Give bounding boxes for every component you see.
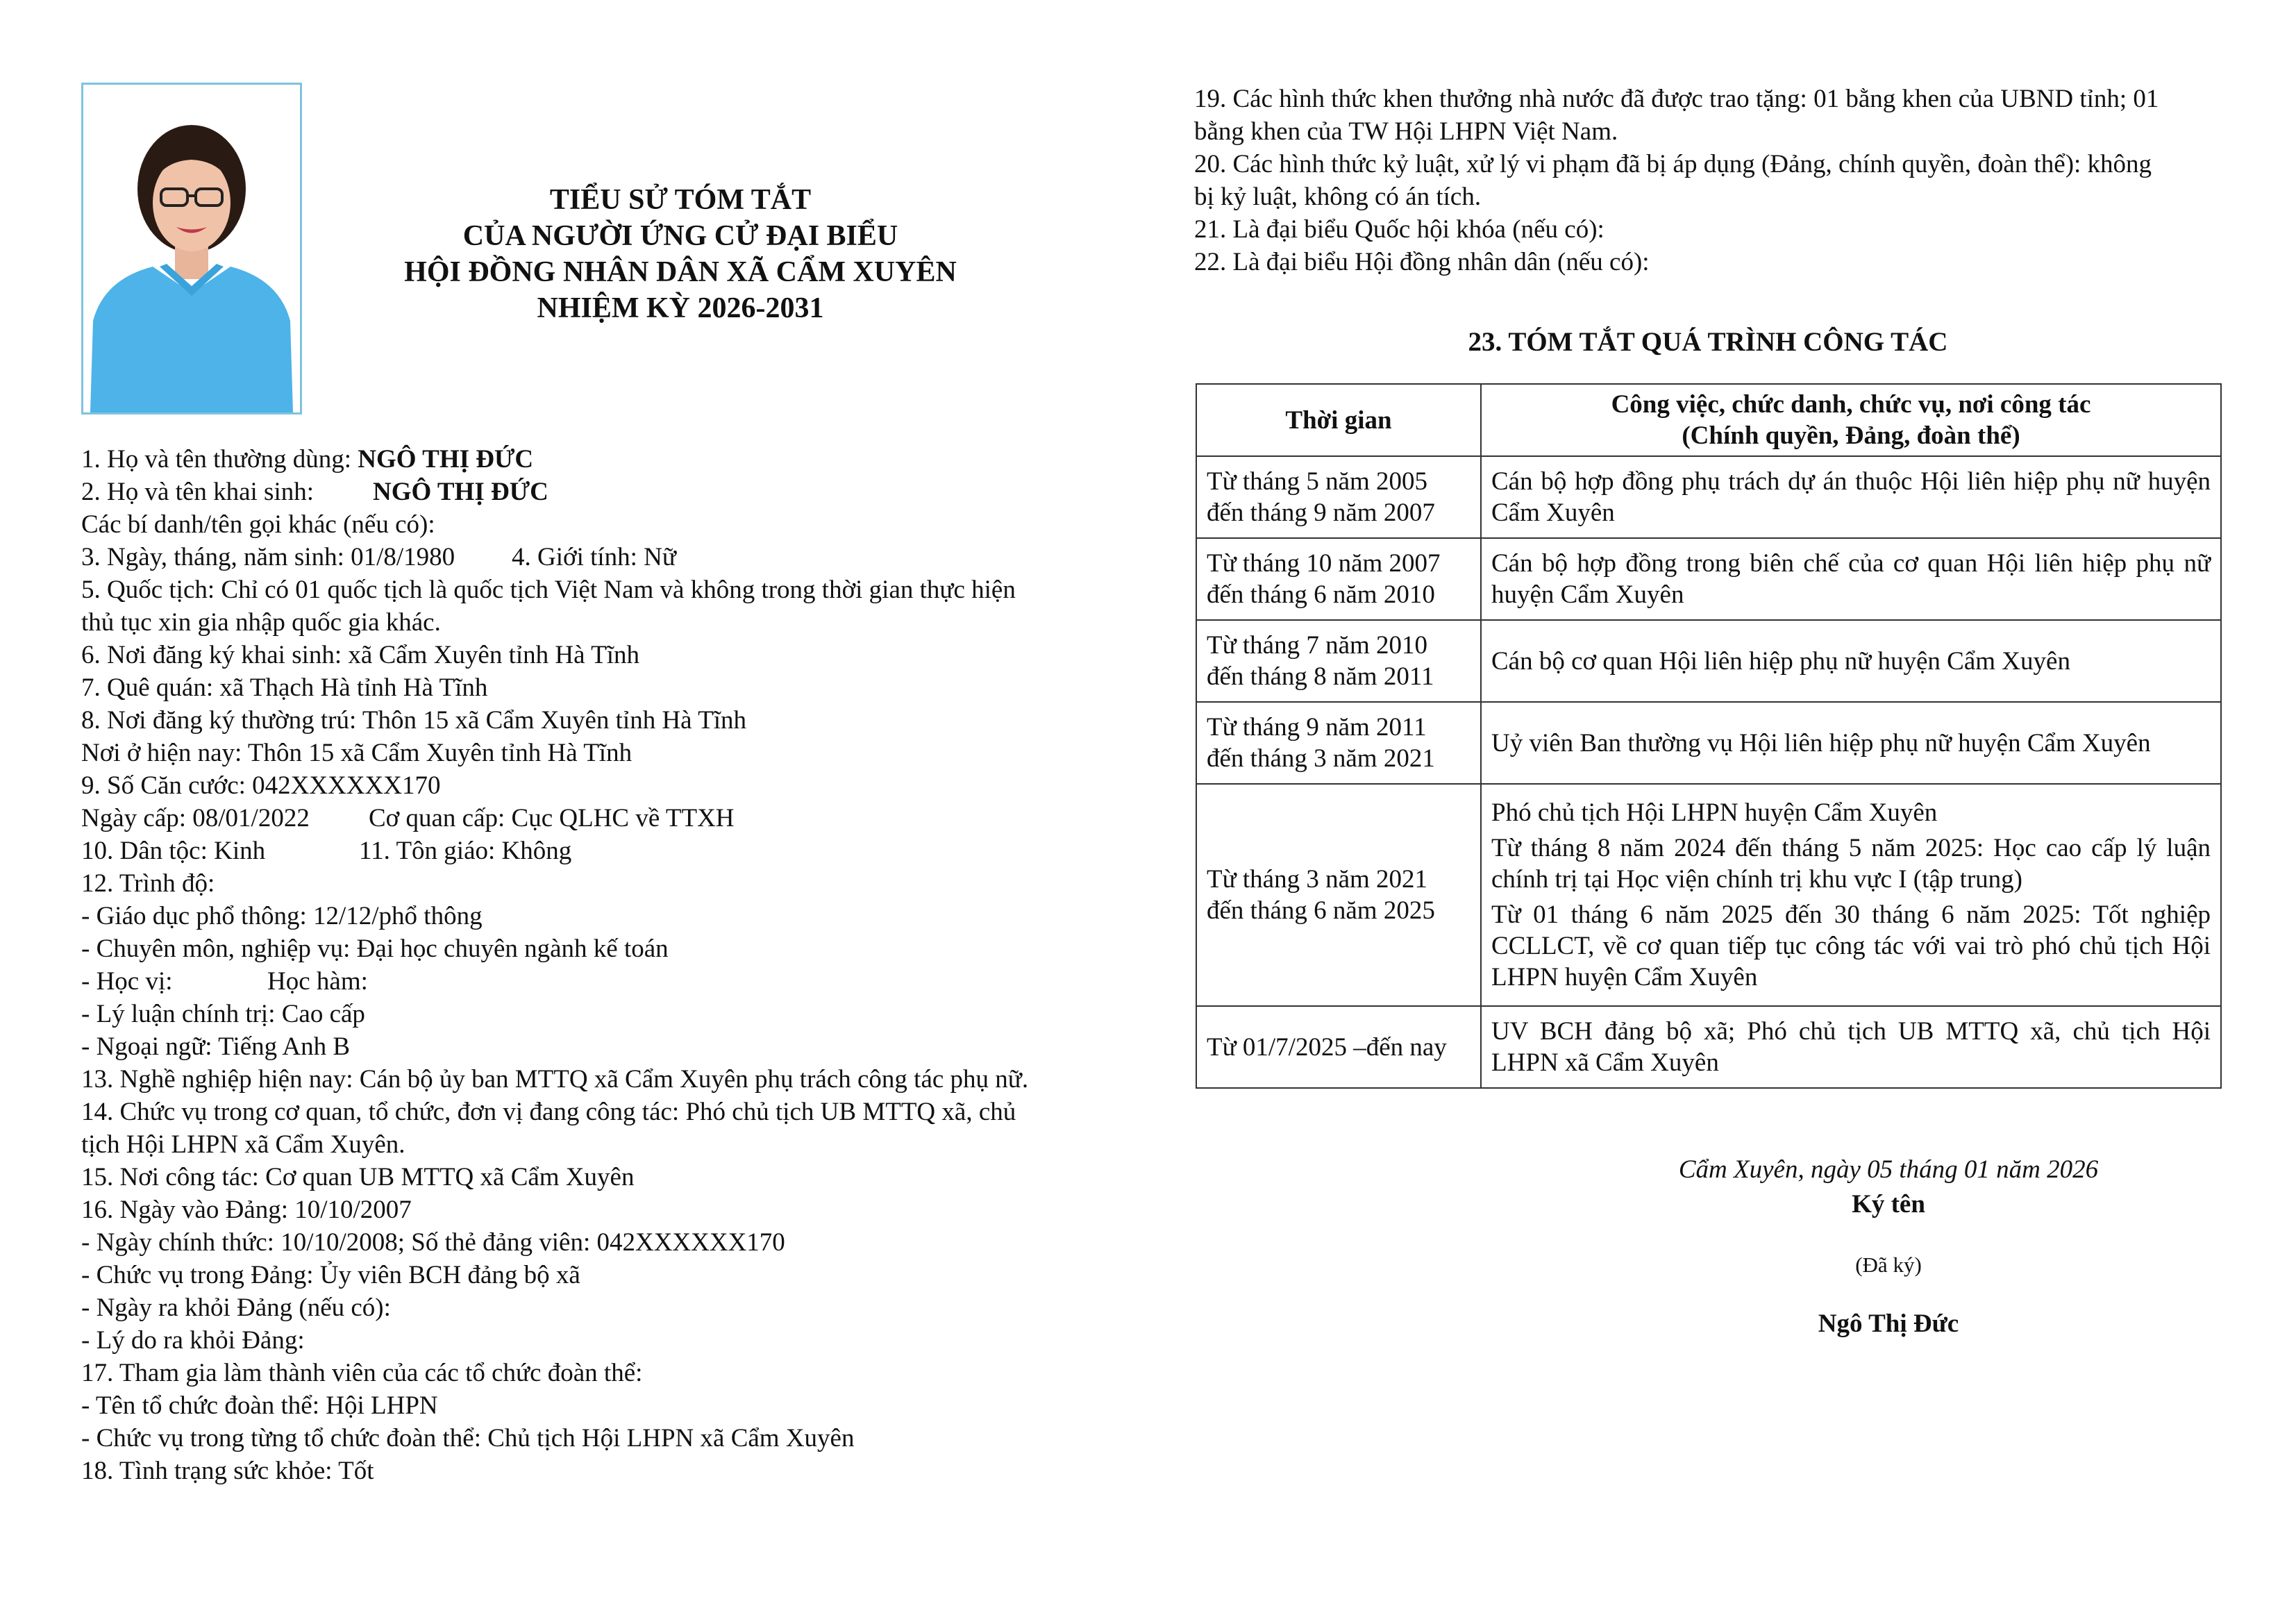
cell-work [1481, 620, 2221, 702]
cell-work [1481, 1006, 2221, 1088]
header-line-4: NHIỆM KỲ 2026-2031 [537, 292, 824, 324]
info-line-7: 7. Quê quán: xã Thạch Hà tỉnh Hà Tĩnh [81, 673, 488, 702]
work-paragraph: Cán bộ hợp đồng trong biên chế của cơ quan Hội liên hiệp phụ nữ huyện Cẩm Xuyên [1491, 549, 2211, 609]
info-line-5b: thủ tục xin gia nhập quốc gia khác. [81, 608, 441, 637]
info-line-8: 8. Nơi đăng ký thường trú: Thôn 15 xã Cẩm Xuyên tỉnh Hà Tĩnh [81, 706, 747, 735]
religion: 11. Tôn giáo: Không [359, 837, 572, 865]
table-row [1196, 702, 2221, 784]
portrait-photo [81, 83, 302, 415]
header-work-line-2: (Chính quyền, Đảng, đoàn thể) [1682, 421, 2020, 450]
info-line-2 [81, 476, 1095, 508]
cell-time [1196, 1006, 1481, 1088]
info-line-21: 21. Là đại biểu Quốc hội khóa (nếu có): [1194, 215, 1604, 244]
header-line-1: TIỂU SỬ TÓM TẮT [549, 184, 812, 216]
info-line-8b: Nơi ở hiện nay: Thôn 15 xã Cẩm Xuyên tỉnh Hà Tĩnh [81, 739, 632, 767]
time-line: Từ tháng 9 năm 2011 [1207, 713, 1427, 742]
field-label: 2. Họ và tên khai sinh: [81, 478, 315, 506]
sign-date: Cẩm Xuyên, ngày 05 tháng 01 năm 2026 [1678, 1155, 2099, 1184]
section-title: 23. TÓM TẮT QUÁ TRÌNH CÔNG TÁC [1468, 327, 1948, 357]
info-line-12b: - Chuyên môn, nghiệp vụ: Đại học chuyên ngành kế toán [81, 935, 669, 963]
table-row [1196, 456, 2221, 538]
awards-section [1194, 83, 2222, 278]
cell-work [1481, 702, 2221, 784]
ethnicity: 10. Dân tộc: Kinh [81, 837, 266, 865]
info-line-9b [81, 802, 1095, 835]
work-history-table [1196, 383, 2222, 1089]
table-body [1196, 456, 2221, 1088]
info-line-18: 18. Tình trạng sức khỏe: Tốt [81, 1457, 374, 1485]
info-line-10-11 [81, 835, 1095, 867]
header-work [1481, 384, 2221, 456]
time-line: Từ 01/7/2025 –đến nay [1207, 1032, 1447, 1062]
info-line-15: 15. Nơi công tác: Cơ quan UB MTTQ xã Cẩm Xuyên [81, 1163, 635, 1191]
academic-title: Học hàm: [267, 967, 368, 996]
portrait-icon [83, 85, 300, 412]
time-line: đến tháng 3 năm 2021 [1207, 744, 1435, 773]
info-line-16: 16. Ngày vào Đảng: 10/10/2007 [81, 1196, 412, 1224]
full-name: NGÔ THỊ ĐỨC [358, 445, 534, 474]
birth-date: 3. Ngày, tháng, năm sinh: 01/8/1980 [81, 543, 455, 571]
time-line: Từ tháng 5 năm 2005 [1207, 467, 1428, 496]
table-row [1196, 784, 2221, 1006]
gender: 4. Giới tính: Nữ [512, 543, 676, 571]
info-line-17b: - Chức vụ trong từng tổ chức đoàn thể: Chủ tịch Hội LHPN xã Cẩm Xuyên [81, 1424, 855, 1453]
info-line-3-4 [81, 541, 1095, 574]
info-line-19b: bằng khen của TW Hội LHPN Việt Nam. [1194, 117, 1618, 146]
info-line-16a: - Ngày chính thức: 10/10/2008; Số thẻ đảng viên: 042XXXXXX170 [81, 1228, 785, 1257]
cell-work [1481, 784, 2221, 1006]
table-row [1196, 538, 2221, 620]
cell-time [1196, 538, 1481, 620]
issue-date: Ngày cấp: 08/01/2022 [81, 804, 310, 832]
cell-time [1196, 456, 1481, 538]
info-line-14a: 14. Chức vụ trong cơ quan, tổ chức, đơn vị đang công tác: Phó chủ tịch UB MTTQ xã, chủ [81, 1098, 1016, 1126]
signed-note: (Đã ký) [1855, 1253, 1922, 1277]
info-line-14b: tịch Hội LHPN xã Cẩm Xuyên. [81, 1130, 405, 1159]
work-paragraph: Cán bộ cơ quan Hội liên hiệp phụ nữ huyện Cẩm Xuyên [1491, 646, 2070, 676]
info-line-20a: 20. Các hình thức kỷ luật, xử lý vi phạm đã bị áp dụng (Đảng, chính quyền, đoàn thể): không [1194, 150, 2152, 178]
time-line: Từ tháng 10 năm 2007 [1207, 549, 1441, 578]
work-paragraph: UV BCH đảng bộ xã; Phó chủ tịch UB MTTQ xã, chủ tịch Hội LHPN xã Cẩm Xuyên [1491, 1017, 2211, 1077]
info-line-12d: - Lý luận chính trị: Cao cấp [81, 1000, 365, 1028]
info-line-13: 13. Nghề nghiệp hiện nay: Cán bộ ủy ban MTTQ xã Cẩm Xuyên phụ trách công tác phụ nữ. [81, 1065, 1029, 1094]
signature-block [1590, 1153, 2187, 1341]
cell-work [1481, 538, 2221, 620]
time-line: đến tháng 6 năm 2025 [1207, 896, 1435, 925]
work-paragraph: Cán bộ hợp đồng phụ trách dự án thuộc Hội liên hiệp phụ nữ huyện Cẩm Xuyên [1491, 467, 2211, 527]
info-line-12c [81, 965, 1095, 998]
info-line-17a: - Tên tổ chức đoàn thể: Hội LHPN [81, 1391, 438, 1420]
time-line: đến tháng 9 năm 2007 [1207, 499, 1435, 527]
work-paragraph: Uỷ viên Ban thường vụ Hội liên hiệp phụ nữ huyện Cẩm Xuyên [1491, 728, 2151, 757]
degree: - Học vị: [81, 967, 173, 996]
issuing-agency: Cơ quan cấp: Cục QLHC về TTXH [369, 804, 735, 832]
info-line-17: 17. Tham gia làm thành viên của các tổ chức đoàn thể: [81, 1359, 643, 1387]
cell-work [1481, 456, 2221, 538]
work-paragraph: Phó chủ tịch Hội LHPN huyện Cẩm Xuyên [1491, 798, 1938, 827]
info-line-6: 6. Nơi đăng ký khai sinh: xã Cẩm Xuyên tỉnh Hà Tĩnh [81, 641, 640, 669]
work-paragraph: Từ 01 tháng 6 năm 2025 đến 30 tháng 6 năm 2025: Tốt nghiệp CCLLCT, về cơ quan tiếp tục công tác với vai trò phó chủ tịch Hội LHPN huyện Cẩm Xuyên [1491, 901, 2211, 991]
sign-label: Ký tên [1852, 1190, 1925, 1219]
info-line-12a: - Giáo dục phổ thông: 12/12/phổ thông [81, 902, 483, 930]
info-line-16c: - Ngày ra khỏi Đảng (nếu có): [81, 1294, 391, 1322]
time-line: Từ tháng 7 năm 2010 [1207, 631, 1428, 660]
info-line-16d: - Lý do ra khỏi Đảng: [81, 1326, 305, 1355]
birth-name: NGÔ THỊ ĐỨC [373, 478, 548, 506]
info-line-16b: - Chức vụ trong Đảng: Ủy viên BCH đảng bộ xã [81, 1261, 580, 1289]
info-line-12: 12. Trình độ: [81, 869, 215, 898]
time-line: đến tháng 6 năm 2010 [1207, 580, 1435, 609]
table-header-row [1196, 384, 2221, 456]
info-line-9: 9. Số Căn cước: 042XXXXXX170 [81, 771, 441, 800]
header-work-line-1: Công việc, chức danh, chức vụ, nơi công tác [1611, 390, 2091, 419]
field-label: 1. Họ và tên thường dùng: [81, 445, 358, 474]
signer-name: Ngô Thị Đức [1818, 1309, 1959, 1338]
info-line-19a: 19. Các hình thức khen thưởng nhà nước đã được trao tặng: 01 bằng khen của UBND tỉnh; 01 [1194, 85, 2159, 113]
info-line-5a: 5. Quốc tịch: Chỉ có 01 quốc tịch là quốc tịch Việt Nam và không trong thời gian thực hiện [81, 576, 1016, 604]
cell-time [1196, 702, 1481, 784]
work-paragraph: Từ tháng 8 năm 2024 đến tháng 5 năm 2025: Học cao cấp lý luận chính trị tại Học viện chính trị khu vực I (tập trung) [1491, 834, 2211, 894]
header-line-2: CỦA NGƯỜI ỨNG CỬ ĐẠI BIỂU [462, 220, 898, 252]
info-line-22: 22. Là đại biểu Hội đồng nhân dân (nếu có): [1194, 248, 1650, 276]
info-line-20b: bị kỷ luật, không có án tích. [1194, 183, 1482, 211]
table-row [1196, 620, 2221, 702]
document-header [312, 182, 1048, 326]
header-time: Thời gian [1196, 384, 1481, 456]
personal-info [81, 443, 1095, 1487]
time-line: đến tháng 8 năm 2011 [1207, 662, 1434, 691]
cell-time [1196, 620, 1481, 702]
info-alias: Các bí danh/tên gọi khác (nếu có): [81, 510, 435, 539]
header-line-3: HỘI ĐỒNG NHÂN DÂN XÃ CẨM XUYÊN [404, 256, 957, 288]
info-line-12e: - Ngoại ngữ: Tiếng Anh B [81, 1032, 351, 1061]
table-row [1196, 1006, 2221, 1088]
time-line: Từ tháng 3 năm 2021 [1207, 865, 1428, 894]
cell-time [1196, 784, 1481, 1006]
info-line-1 [81, 443, 1095, 476]
